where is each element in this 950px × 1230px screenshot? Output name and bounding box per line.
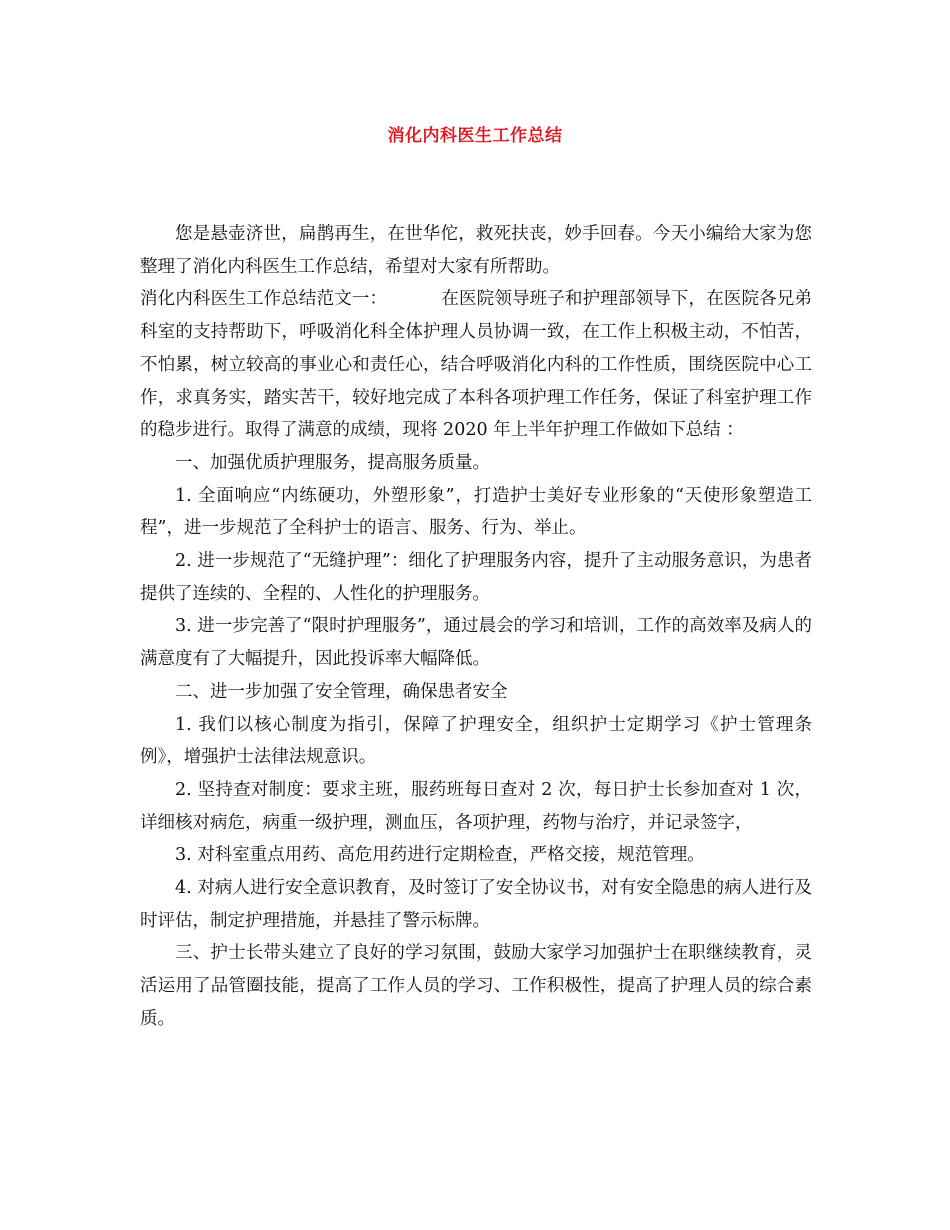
section-paragraph-3: 三、护士长带头建立了良好的学习氛围，鼓励大家学习加强护士在职继续教育，灵活运用了品管圈技能，提高了工作人员的学习、工作积极性，提高了护理人员的综合素质。 — [140, 943, 812, 1029]
list-item: 4. 对病人进行安全意识教育，及时签订了安全协议书，对有安全隐患的病人进行及时评估，制定护理措施，并悬挂了警示标牌。 — [140, 878, 812, 931]
list-item: 3. 对科室重点用药、高危用药进行定期检查，严格交接，规范管理。 — [175, 845, 705, 866]
sample-label: 消化内科医生工作总结范文一： — [140, 289, 388, 310]
intro-paragraph: 您是悬壶济世，扁鹊再生，在世华佗，救死扶丧，妙手回春。今天小编给大家为您整理了消化内科医生工作总结，希望对大家有所帮助。 — [140, 224, 812, 277]
list-item: 3. 进一步完善了“限时护理服务”，通过晨会的学习和培训，工作的高效率及病人的满意度有了大幅提升，因此投诉率大幅降低。 — [140, 616, 812, 670]
list-item: 1. 我们以核心制度为指引，保障了护理安全，组织护士定期学习《护士管理条例》，增强护士法律法规意识。 — [140, 714, 812, 768]
list-item: 1. 全面响应“内练硬功，外塑形象”，打造护士美好专业形象的“天使形象塑造工程”，进一步规范了全科护士的语言、服务、行为、举止。 — [140, 485, 812, 539]
document-body — [140, 218, 812, 1036]
sample-paragraph — [140, 283, 812, 447]
list-item: 2. 进一步规范了“无缝护理”：细化了护理服务内容，提升了主动服务意识，为患者提供了连续的、全程的、人性化的护理服务。 — [140, 551, 812, 604]
section-heading-1: 一、加强优质护理服务，提高服务质量。 — [175, 452, 490, 473]
document-title: 消化内科医生工作总结 — [387, 126, 563, 146]
sample-text: 在医院领导班子和护理部领导下，在医院各兄弟科室的支持帮助下，呼吸消化科全体护理人员协调一致，在工作上积极主动，不怕苦，不怕累，树立较高的事业心和责任心，结合呼吸消化内科的工作性质，围绕医院中心工作，求真务实，踏实苦干，较好地完成了本科各项护理工作任务，保证了科室护理工作的稳步进行。取得了满意的成绩，现将 2020 年上半年护理工作做如下总结 ： — [140, 289, 813, 441]
section-heading-2: 二、进一步加强了安全管理，确保患者安全 — [175, 681, 508, 702]
list-item: 2. 坚持查对制度：要求主班，服药班每日查对 2 次，每日护士长参加查对 1 次，详细核对病危，病重一级护理，测血压，各项护理，药物与治疗，并记录签字， — [140, 779, 812, 833]
